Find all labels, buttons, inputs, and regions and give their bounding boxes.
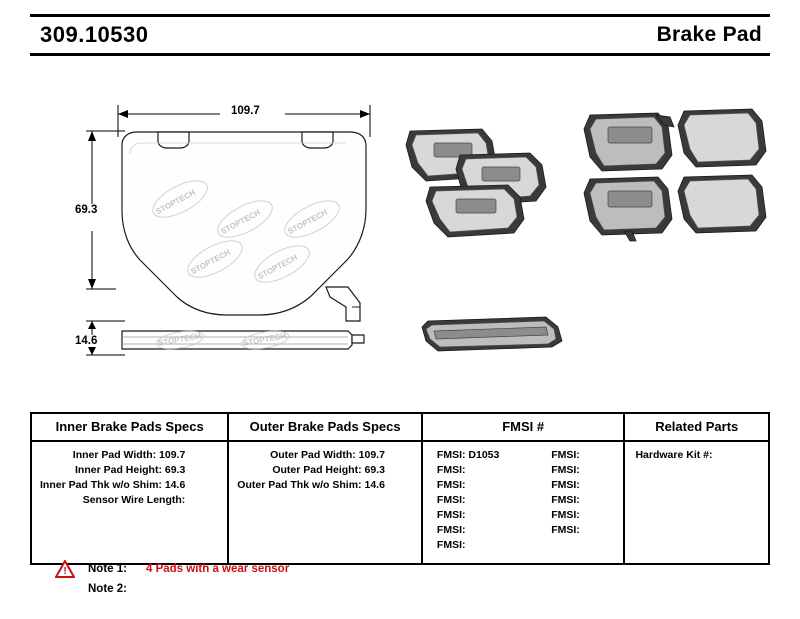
specifications-table bbox=[30, 412, 770, 565]
table-header-row bbox=[31, 413, 769, 441]
note-2-label: Note 2: bbox=[88, 583, 127, 595]
product-photo-pad-edge bbox=[422, 317, 562, 351]
header-related-parts: Related Parts bbox=[624, 413, 769, 441]
table-body-row bbox=[31, 441, 769, 564]
warning-icon bbox=[52, 560, 78, 578]
note-1-label: Note 1: bbox=[88, 563, 127, 575]
fmsi-entry: FMSI: bbox=[551, 479, 580, 491]
fmsi-entry: FMSI: D1053 bbox=[436, 449, 500, 461]
pad-face-outline bbox=[122, 132, 366, 321]
cell-related-parts bbox=[624, 441, 769, 564]
fmsi-entry: FMSI: bbox=[551, 509, 580, 521]
hardware-kit-number: Hardware Kit #: bbox=[635, 449, 713, 461]
drawing-svg bbox=[30, 59, 770, 404]
note-row-1 bbox=[30, 559, 770, 579]
outer-pad-thickness: Outer Pad Thk w/o Shim: 14.6 bbox=[237, 479, 385, 491]
technical-drawing-area bbox=[30, 59, 770, 404]
fmsi-entry: FMSI: bbox=[436, 464, 466, 476]
svg-text:STOPTECH: STOPTECH bbox=[256, 252, 299, 282]
sensor-wire-length: Sensor Wire Length: bbox=[82, 494, 186, 506]
fmsi-entry: FMSI: bbox=[436, 524, 466, 536]
document-header bbox=[30, 14, 770, 56]
note-row-2 bbox=[30, 579, 770, 599]
svg-text:!: ! bbox=[63, 566, 67, 577]
outer-pad-width: Outer Pad Width: 109.7 bbox=[270, 449, 385, 461]
svg-text:STOPTECH: STOPTECH bbox=[242, 331, 287, 348]
fmsi-entry: FMSI: bbox=[551, 524, 580, 536]
fmsi-entry: FMSI: bbox=[436, 509, 466, 521]
product-photo-pad-set bbox=[406, 129, 546, 237]
svg-text:STOPTECH: STOPTECH bbox=[219, 207, 262, 237]
header-inner-specs: Inner Brake Pads Specs bbox=[31, 413, 228, 441]
product-photo-pad-grid bbox=[584, 109, 766, 241]
notes-section bbox=[30, 559, 770, 599]
fmsi-entry: FMSI: bbox=[436, 479, 466, 491]
svg-text:STOPTECH: STOPTECH bbox=[154, 187, 197, 217]
part-number: 309.10530 bbox=[40, 22, 149, 47]
fmsi-entry: FMSI: bbox=[436, 494, 466, 506]
header-fmsi: FMSI # bbox=[422, 413, 625, 441]
dimension-thickness-label: 14.6 bbox=[72, 335, 100, 347]
fmsi-entry: FMSI: bbox=[436, 539, 466, 551]
cell-inner-specs bbox=[31, 441, 228, 564]
fmsi-column-right bbox=[523, 448, 615, 553]
pad-edge-view bbox=[122, 328, 364, 352]
svg-text:STOPTECH: STOPTECH bbox=[286, 207, 329, 237]
inner-pad-width: Inner Pad Width: 109.7 bbox=[72, 449, 186, 461]
fmsi-entry: FMSI: bbox=[551, 494, 580, 506]
cell-outer-specs bbox=[228, 441, 422, 564]
document-type-title: Brake Pad bbox=[656, 23, 762, 46]
fmsi-entry: FMSI: bbox=[551, 464, 580, 476]
fmsi-column-left bbox=[431, 448, 523, 553]
dimension-width-label: 109.7 bbox=[228, 105, 263, 117]
document-page bbox=[30, 14, 770, 602]
inner-pad-thickness: Inner Pad Thk w/o Shim: 14.6 bbox=[40, 479, 186, 491]
note-1-text: 4 Pads with a wear sensor bbox=[146, 563, 290, 575]
inner-pad-height: Inner Pad Height: 69.3 bbox=[75, 464, 186, 476]
svg-text:STOPTECH: STOPTECH bbox=[189, 247, 232, 277]
svg-text:STOPTECH: STOPTECH bbox=[157, 331, 202, 348]
header-outer-specs: Outer Brake Pads Specs bbox=[228, 413, 422, 441]
outer-pad-height: Outer Pad Height: 69.3 bbox=[272, 464, 385, 476]
dimension-height-label: 69.3 bbox=[72, 204, 100, 216]
fmsi-entry: FMSI: bbox=[551, 449, 580, 461]
cell-fmsi bbox=[422, 441, 625, 564]
